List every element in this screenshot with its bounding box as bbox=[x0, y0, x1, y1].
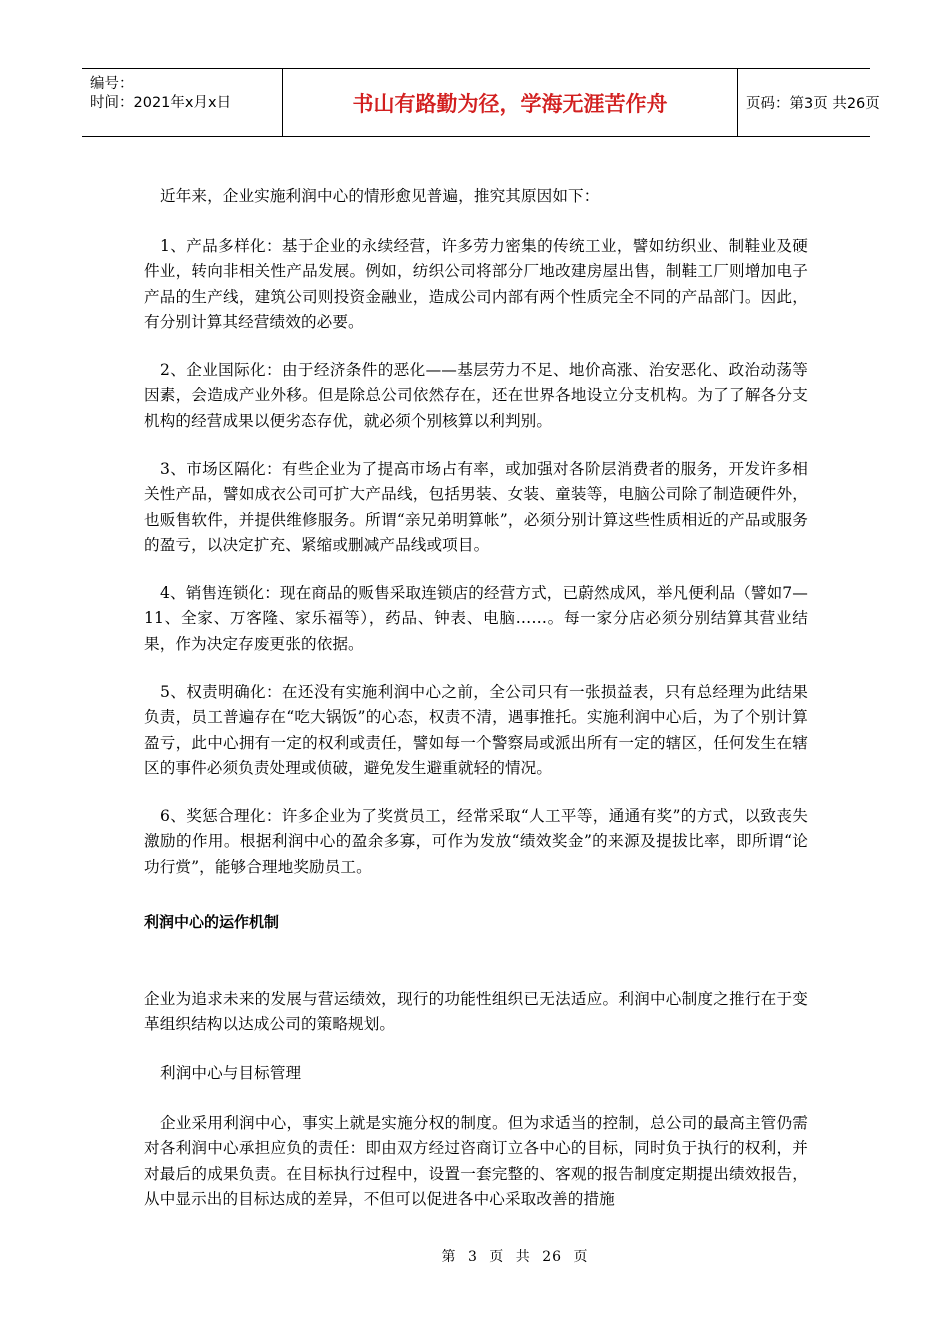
list-item: 1、产品多样化：基于企业的永续经营，许多劳力密集的传统工业，譬如纺织业、制鞋业及硬件业，转向非相关性产品发展。例如，纺织公司将部分厂地改建房屋出售，制鞋工厂则增加电子产品的生产线，建筑公司则投资金融业，造成公司内部有两个性质完全不同的产品部门。因此，有分别计算其经营绩效的必要。 bbox=[144, 237, 808, 331]
subheading: 利润中心与目标管理 bbox=[160, 1064, 302, 1082]
number-label: 编号： bbox=[90, 76, 134, 92]
header-meta-cell bbox=[82, 69, 282, 136]
page-footer: 第 3 页 共 26 页 bbox=[441, 1249, 589, 1265]
list-item: 3、市场区隔化：有些企业为了提高市场占有率，或加强对各阶层消费者的服务，开发许多相关性产品，譬如成衣公司可扩大产品线，包括男装、女装、童装等，电脑公司除了制造硬件外，也贩售软件，并提供维修服务。所谓“亲兄弟明算帐”，必须分别计算这些性质相近的产品或服务的盈亏，以决定扩充、紧缩或删减产品线或项目。 bbox=[144, 460, 808, 554]
time-line: 时间：2021年x月x日 bbox=[90, 95, 232, 111]
body-paragraph: 企业采用利润中心，事实上就是实施分权的制度。但为求适当的控制，总公司的最高主管仍需对各利润中心承担应负的责任：即由双方经过咨商订立各中心的目标，同时负于执行的权利，并对最后的成果负责。在目标执行过程中，设置一套完整的、客观的报告制度定期提出绩效报告，从中显示出的目标达成的差异，不但可以促进各中心采取改善的措施 bbox=[144, 1114, 808, 1208]
section-heading: 利润中心的运作机制 bbox=[144, 913, 280, 931]
list-item: 4、销售连锁化：现在商品的贩售采取连锁店的经营方式，已蔚然成风，举凡便利品（譬如7—11、全家、万客隆、家乐福等），药品、钟表、电脑……。每一家分店必须分别结算其营业结果，作为决定存废更张的依据。 bbox=[144, 584, 808, 653]
header-motto-cell bbox=[282, 69, 738, 136]
intro-paragraph: 近年来，企业实施利润中心的情形愈见普遍，推究其原因如下： bbox=[160, 187, 600, 205]
list-item: 2、企业国际化：由于经济条件的恶化——基层劳力不足、地价高涨、治安恶化、政治动荡等因素，会造成产业外移。但是除总公司依然存在，还在世界各地设立分支机构。为了了解各分支机构的经营成果以便劣态存优，就必须个别核算以利判别。 bbox=[144, 361, 808, 430]
list-item: 6、奖惩合理化：许多企业为了奖赏员工，经常采取“人工平等，通通有奖”的方式，以致丧失激励的作用。根据利润中心的盈余多寡，可作为发放“绩效奖金”的来源及提拔比率，即所谓“论功行赏”，能够合理地奖励员工。 bbox=[144, 807, 808, 876]
motto-text: 书山有路勤为径，学海无涯苦作舟 bbox=[352, 91, 668, 116]
header-page-cell bbox=[738, 69, 880, 136]
page-header bbox=[82, 68, 880, 137]
page-code: 页码：第3页 共26页 bbox=[746, 96, 880, 112]
list-item: 5、权责明确化：在还没有实施利润中心之前，全公司只有一张损益表，只有总经理为此结果负责，员工普遍存在“吃大锅饭”的心态，权责不清，遇事推托。实施利润中心后，为了个别计算盈亏，此中心拥有一定的权利或责任，譬如每一个警察局或派出所有一定的辖区，任何发生在辖区的事件必须负责处理或侦破，避免发生避重就轻的情况。 bbox=[144, 683, 808, 777]
section-paragraph: 企业为追求未来的发展与营运绩效，现行的功能性组织已无法适应。利润中心制度之推行在于变革组织结构以达成公司的策略规划。 bbox=[144, 990, 808, 1034]
